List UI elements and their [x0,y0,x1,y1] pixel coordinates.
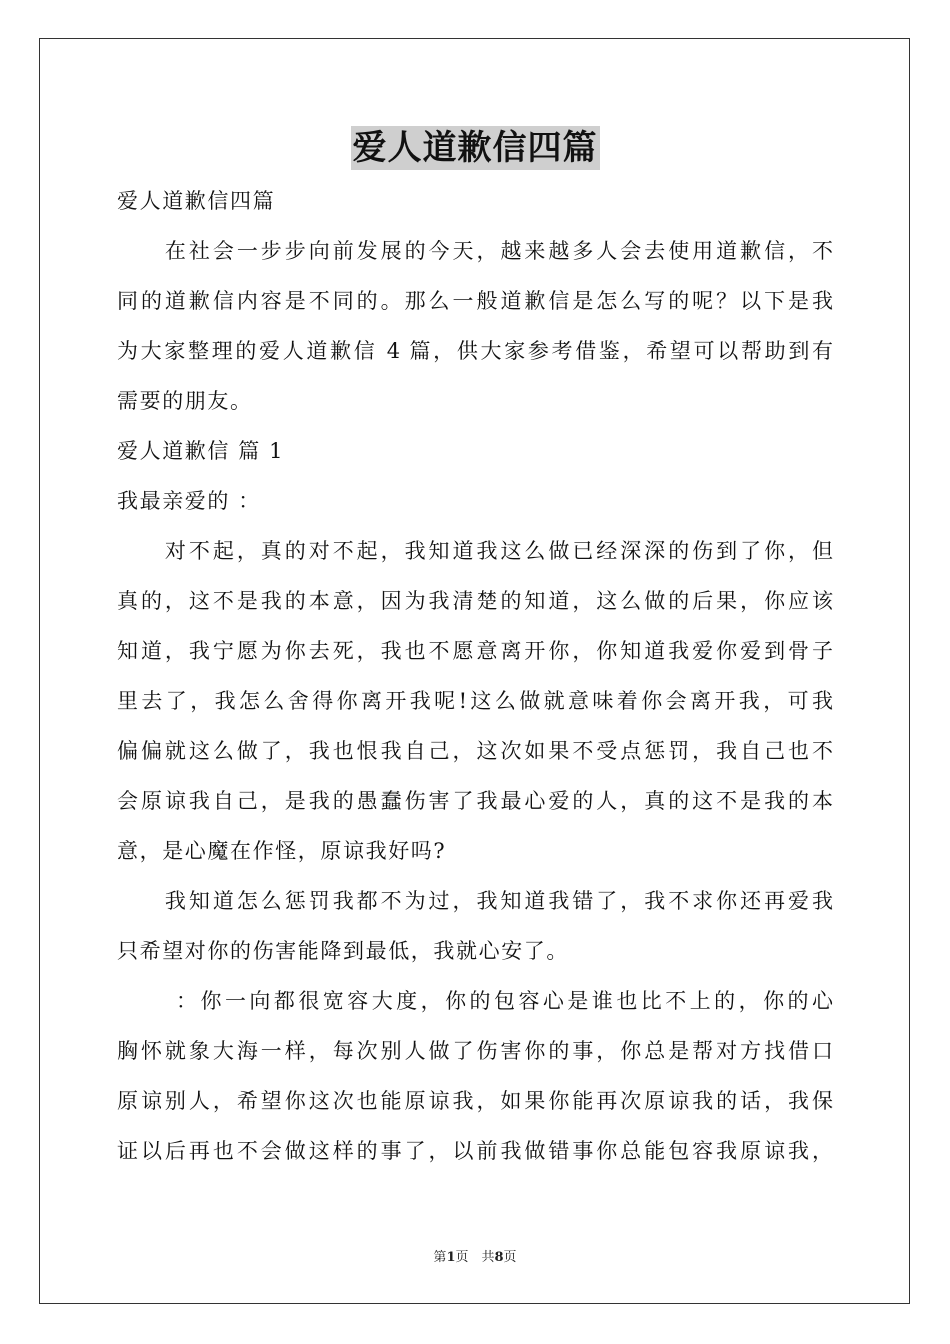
section-heading: 爱人道歉信 篇 1 [117,439,285,463]
text-line: 同的道歉信内容是不同的。那么一般道歉信是怎么写的呢？以下是我 [117,289,833,313]
text-line: 我知道怎么惩罚我都不为过，我知道我错了，我不求你还再爱我 [117,889,833,913]
footer-mid: 页 共 [455,1250,495,1265]
text-line: 会原谅我自己，是我的愚蠢伤害了我最心爱的人，真的这不是我的本 [117,789,833,813]
text-line: ：你一向都很宽容大度，你的包容心是谁也比不上的，你的心 [117,989,833,1013]
text-line: 原谅别人，希望你这次也能原谅我，如果你能再次原谅我的话，我保 [117,1089,833,1113]
page-title: 爱人道歉信四篇 [352,128,598,168]
text-line-subtitle: 爱人道歉信四篇 [117,189,276,213]
text-line: 需要的朋友。 [117,389,253,413]
footer-page-total: 8 [494,1250,504,1265]
text-line: 里去了，我怎么舍得你离开我呢!这么做就意味着你会离开我，可我 [117,689,833,713]
text-line: 真的，这不是我的本意，因为我清楚的知道，这么做的后果，你应该 [117,589,833,613]
page-footer [0,1246,950,1265]
text-line: 对不起，真的对不起，我知道我这么做已经深深的伤到了你，但 [117,539,833,563]
title-wrap [0,126,950,170]
text-line: 在社会一步步向前发展的今天，越来越多人会去使用道歉信，不 [117,239,833,263]
text-line: 为大家整理的爱人道歉信 4 篇，供大家参考借鉴，希望可以帮助到有 [117,339,833,363]
footer-page-number: 1 [446,1250,456,1265]
text-line: 知道，我宁愿为你去死，我也不愿意离开你，你知道我爱你爱到骨子 [117,639,833,663]
text-line: 胸怀就象大海一样，每次别人做了伤害你的事，你总是帮对方找借口 [117,1039,833,1063]
document-body [117,176,833,1176]
text-line: 只希望对你的伤害能降到最低，我就心安了。 [117,939,569,963]
text-line: 偏偏就这么做了，我也恨我自己，这次如果不受点惩罚，我自己也不 [117,739,833,763]
footer-suffix: 页 [503,1250,517,1265]
salutation: 我最亲爱的 ： [117,489,261,513]
text-line: 意，是心魔在作怪，原谅我好吗? [117,839,447,863]
footer-prefix: 第 [433,1250,447,1265]
text-line: 证以后再也不会做这样的事了，以前我做错事你总能包容我原谅我， [117,1139,833,1163]
